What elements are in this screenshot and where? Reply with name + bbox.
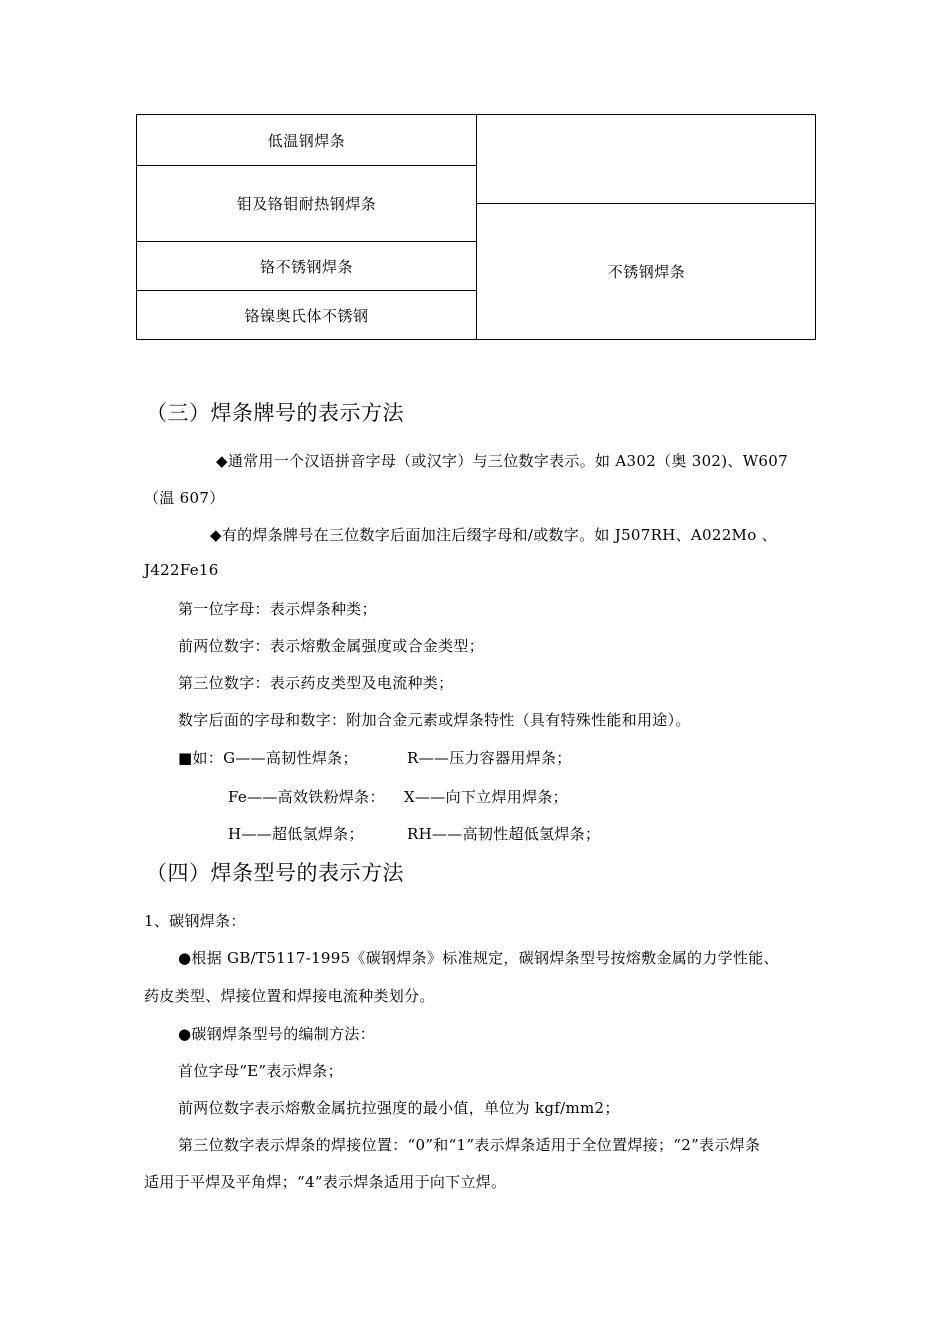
paragraph-line: 第三位数字表示焊条的焊接位置：“0”和“1”表示焊条适用于全位置焊接；“2”表示焊条 <box>178 1136 761 1154</box>
paragraph-line: 数字后面的字母和数字：附加合金元素或焊条特性（具有特殊性能和用途）。 <box>178 711 691 729</box>
paragraph-line: （温 607） <box>144 489 225 507</box>
paragraph-line: ●根据 GB/T5117-1995《碳钢焊条》标准规定，碳钢焊条型号按熔敷金属的力学性能、 <box>178 949 779 967</box>
example-item: Fe——高效铁粉焊条： <box>228 788 385 806</box>
paragraph-line: 药皮类型、焊接位置和焊接电流种类划分。 <box>144 987 435 1005</box>
paragraph-line: 第三位数字：表示药皮类型及电流种类； <box>178 674 454 692</box>
example-item: X——向下立焊用焊条； <box>404 788 568 806</box>
paragraph-line: J422Fe16 <box>144 561 219 579</box>
table-cell: 钼及铬钼耐热钢焊条 <box>236 195 377 213</box>
paragraph-line: 1、碳钢焊条： <box>144 912 246 930</box>
example-item: H——超低氢焊条； <box>228 825 364 843</box>
paragraph-line: 第一位字母：表示焊条种类； <box>178 600 377 618</box>
table-cell: 铬镍奥氏体不锈钢 <box>244 306 369 325</box>
paragraph-line: 前两位数字表示熔敷金属抗拉强度的最小值，单位为 kgf/mm2； <box>178 1099 620 1117</box>
table-cell <box>477 115 816 203</box>
table-cell: 不锈钢焊条 <box>607 263 686 281</box>
section-heading: （三）焊条牌号的表示方法 <box>146 401 404 425</box>
table-cell: 低温钢焊条 <box>267 131 346 150</box>
paragraph-line: ◆有的焊条牌号在三位数字后面加注后缀字母和/或数字。如 J507RH、A022Mo 、 <box>210 526 777 544</box>
example-item: R——压力容器用焊条； <box>407 749 572 767</box>
electrode-category-table <box>136 114 816 340</box>
section-heading: （四）焊条型号的表示方法 <box>146 861 404 885</box>
example-item: ■如：G——高韧性焊条； <box>178 749 358 767</box>
paragraph-line: ◆通常用一个汉语拼音字母（或汉字）与三位数字表示。如 A302（奥 302)、W607 <box>216 452 788 470</box>
paragraph-line: 适用于平焊及平角焊；“4”表示焊条适用于向下立焊。 <box>144 1173 507 1191</box>
example-item: RH——高韧性超低氢焊条； <box>407 825 601 843</box>
table-cell: 铬不锈钢焊条 <box>259 257 353 276</box>
paragraph-line: 首位字母“E”表示焊条； <box>178 1062 343 1080</box>
paragraph-line: 前两位数字：表示熔敷金属强度或合金类型； <box>178 637 485 655</box>
paragraph-line: ●碳钢焊条型号的编制方法： <box>178 1025 375 1043</box>
